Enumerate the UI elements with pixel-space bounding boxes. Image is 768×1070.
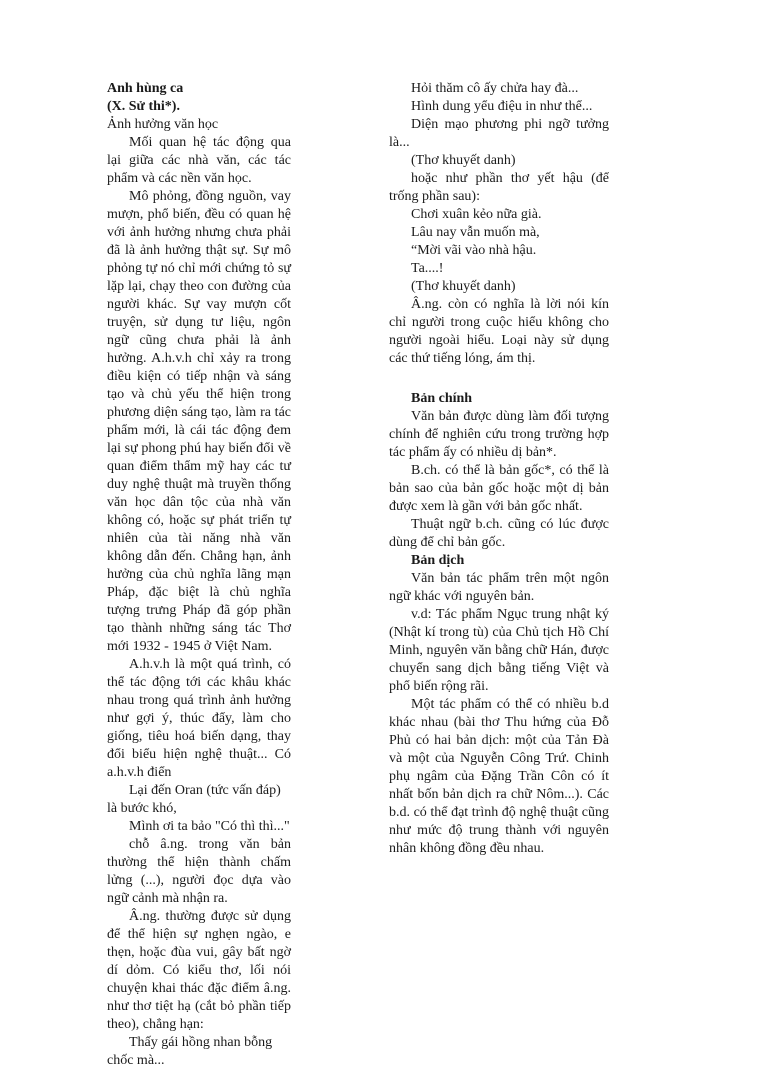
paragraph: v.d: Tác phẩm Ngục trung nhật ký (Nhật kí trong tù) của Chủ tịch Hồ Chí Minh, nguyên văn bằng chữ Hán, được chuyển sang dịch bằng tiếng Việt và phổ biến rộng rãi.: [389, 607, 609, 694]
paragraph: Lại đến Oran (tức vấn đáp) là bước khó,: [107, 783, 281, 816]
entry-title-ban-dich: Bản dịch: [411, 553, 465, 568]
paragraph: Thuật ngữ b.ch. cũng có lúc được dùng để chỉ bản gốc.: [389, 517, 609, 550]
paragraph: B.ch. có thể là bản gốc*, có thể là bản sao của bản gốc hoặc một dị bản được xem là gần với bản gốc nhất.: [389, 463, 609, 514]
poem-line: Hình dung yểu điệu in như thể...: [411, 99, 593, 114]
paragraph: Â.ng. thường được sử dụng để thể hiện sự nghẹn ngào, e thẹn, hoặc đùa vui, gây bất ngờ dí dỏm. Có kiểu thơ, lối nói chuyện khai thác đặc điểm â.ng. như thơ tiệt hạ (cắt bỏ phần tiếp theo), chẳng hạn:: [107, 909, 291, 1032]
right-column: [389, 80, 609, 858]
poem-line: “Mời vãi vào nhà hậu.: [411, 243, 537, 258]
poem-line: Hỏi thăm cô ấy chửa hay đà...: [411, 81, 579, 96]
entry-title-anh-hung-ca: Anh hùng ca: [107, 81, 184, 96]
poem-line: Ta....!: [411, 261, 444, 276]
entry-title-ban-chinh: Bản chính: [411, 391, 473, 406]
poem-line: Lâu nay vẫn muốn mà,: [411, 225, 540, 240]
paragraph: Mô phỏng, đồng nguồn, vay mượn, phổ biến, đều có quan hệ với ảnh hưởng nhưng chưa phải đã là ảnh hưởng thật sự. Sự mô phỏng tự nó chỉ mới chứng tỏ sự lặp lại, chạy theo con đường của người khác. Sự vay mượn cốt truyện, sử dụng tư liệu, ngôn ngữ cũng chưa phải là ảnh hưởng. A.h.v.h chỉ xảy ra trong điều kiện có tiếp nhận và sáng tạo và chủ yếu thể hiện trong phương diện sáng tạo, làm ra tác phẩm mới, là cái tác động đem lại sự phong phú hay biến đổi về quan điểm thẩm mỹ hay các tư duy nghệ thuật mà truyền thống văn học dân tộc của nhà văn không có, hoặc sự phát triển tự nhiên của tài năng nhà văn không dẫn đến. Chẳng hạn, ảnh hưởng của chủ nghĩa lãng mạn Pháp, đặc biệt là chủ nghĩa tượng trưng Pháp đã góp phần tạo thành những sáng tác Thơ mới 1932 - 1945 ở Việt Nam.: [107, 189, 291, 654]
paragraph: hoặc như phần thơ yết hậu (để trống phần sau):: [389, 171, 609, 204]
paragraph: Mối quan hệ tác động qua lại giữa các nhà văn, các tác phẩm và các nền văn học.: [107, 135, 291, 186]
paragraph: Thấy gái hồng nhan bỗng chốc mà...: [107, 1035, 273, 1068]
paragraph: A.h.v.h là một quá trình, có thể tác động tới các khâu khác nhau trong quá trình ảnh hưởng như gợi ý, thúc đẩy, làm cho giống, tiêu hoá biến dạng, thay đổi biểu hiện nghệ thuật... Có a.h.v.h điển: [107, 657, 291, 780]
poem-line: Diện mạo phương phi ngỡ tưởng là...: [389, 117, 609, 150]
poem-line: Chơi xuân kẻo nữa già.: [411, 207, 542, 222]
paragraph: Â.ng. còn có nghĩa là lời nói kín chỉ người trong cuộc hiểu không cho người ngoài hiểu. Loại này sử dụng các thứ tiếng lóng, ám thị.: [389, 297, 609, 366]
paragraph: chỗ â.ng. trong văn bản thường thể hiện thành chấm lửng (...), người đọc dựa vào ngữ cảnh mà nhận ra.: [107, 837, 291, 906]
entry-crossref: (X. Sử thi*).: [107, 99, 180, 114]
poem-attribution: (Thơ khuyết danh): [411, 279, 516, 294]
paragraph: Một tác phẩm có thể có nhiều b.d khác nhau (bài thơ Thu hứng của Đỗ Phủ có hai bản dịch: một của Tản Đà và một của Nguyễn Công Trứ. Chinh phụ ngâm của Đặng Trần Côn có ít nhất bốn bản dịch ra chữ Nôm...). Các b.d. có thể đạt trình độ nghệ thuật cũng như mức độ trung thành với nguyên nhân không đồng đều nhau.: [389, 697, 609, 856]
paragraph: Văn bản được dùng làm đối tượng chính để nghiên cứu trong trường hợp tác phẩm ấy có nhiều dị bản*.: [389, 409, 609, 460]
poem-attribution: (Thơ khuyết danh): [411, 153, 516, 168]
paragraph: Mình ơi ta bảo "Có thì thì...": [129, 819, 290, 834]
left-column: [107, 80, 291, 1070]
entry-title-anh-huong-van-hoc: Ảnh hưởng văn học: [107, 117, 219, 132]
paragraph: Văn bản tác phẩm trên một ngôn ngữ khác với nguyên bản.: [389, 571, 609, 604]
